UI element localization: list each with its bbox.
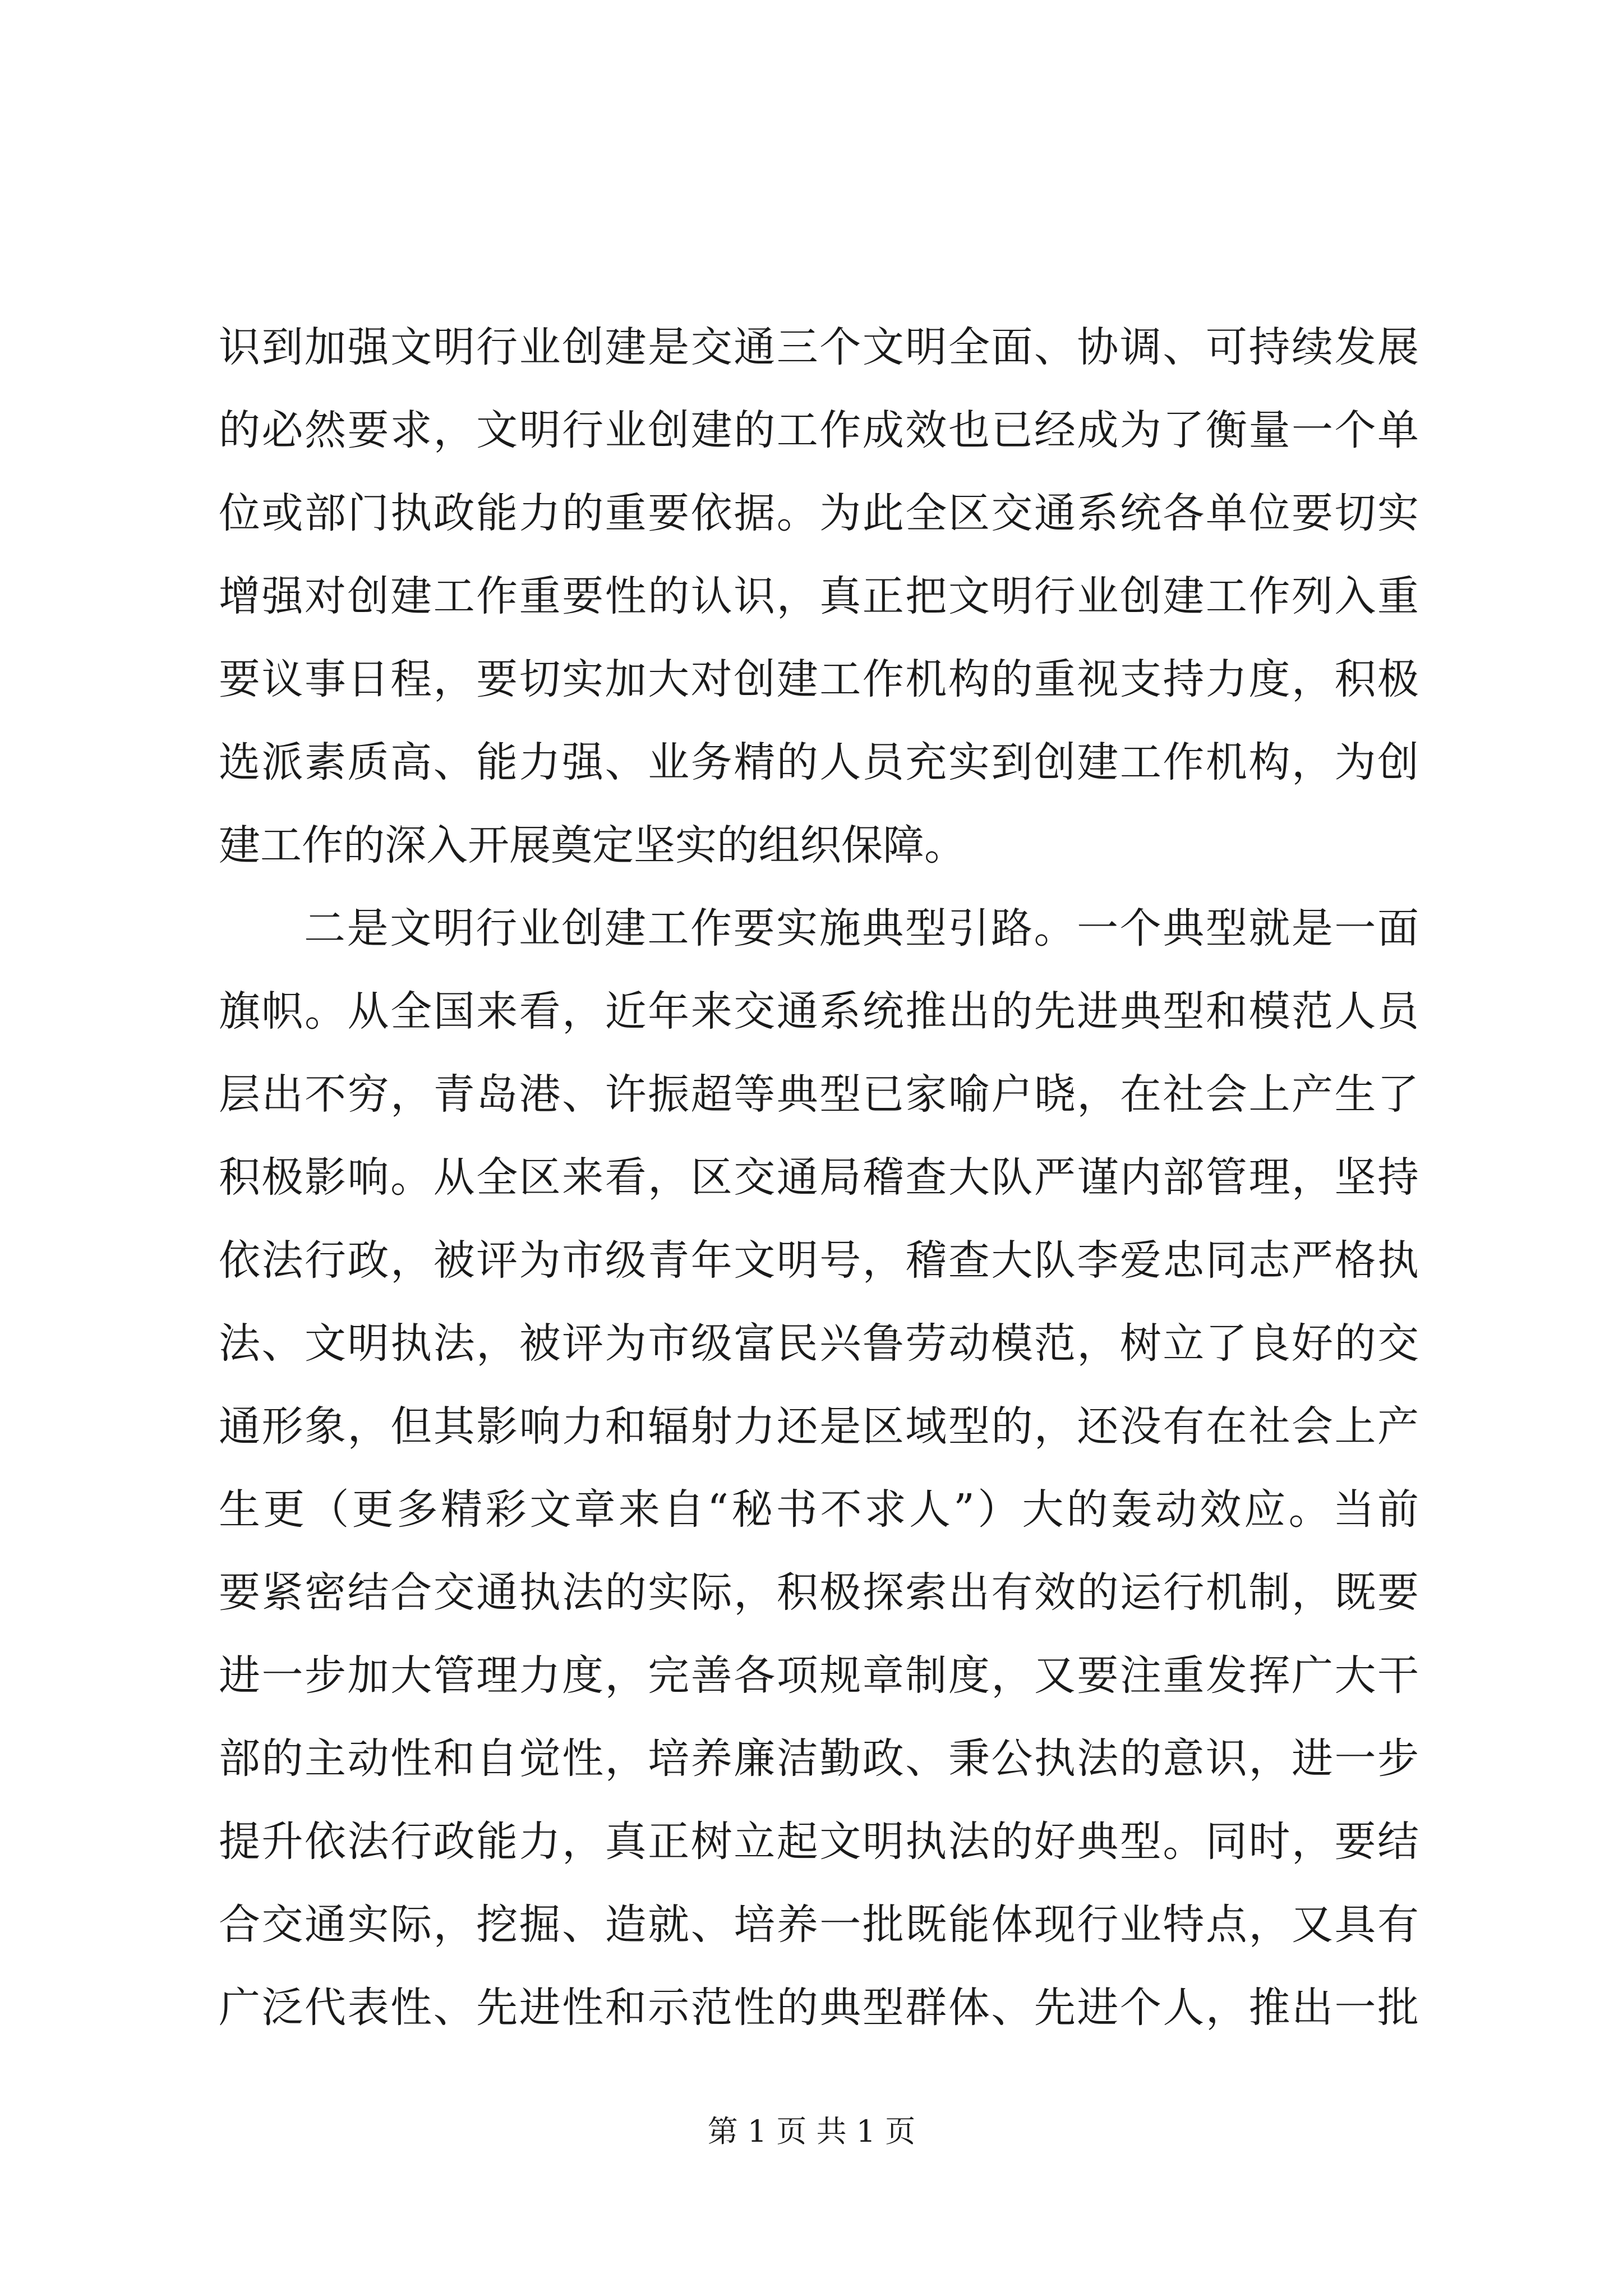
body-text-line: 的必然要求，文明行业创建的工作成效也已经成为了衡量一个单 xyxy=(219,406,1419,454)
body-text-line: 层出不穷，青岛港、许振超等典型已家喻户晓，在社会上产生了 xyxy=(219,1070,1419,1119)
body-text-line: 要议事日程，要切实加大对创建工作机构的重视支持力度，积极 xyxy=(219,655,1419,703)
paragraph-first-line: 二是文明行业创建工作要实施典型引路。一个典型就是一面 xyxy=(304,904,1419,953)
page-number-footer: 第 1 页 共 1 页 xyxy=(707,2114,916,2149)
body-text-line: 依法行政，被评为市级青年文明号，稽查大队李爱忠同志严格执 xyxy=(219,1236,1419,1285)
body-text-line: 提升依法行政能力，真正树立起文明执法的好典型。同时，要结 xyxy=(219,1818,1419,1866)
body-text-line: 法、文明执法，被评为市级富民兴鲁劳动模范，树立了良好的交 xyxy=(219,1319,1419,1368)
body-text-line: 部的主动性和自觉性，培养廉洁勤政、秉公执法的意识，进一步 xyxy=(219,1734,1419,1783)
body-text-line: 通形象，但其影响力和辐射力还是区域型的，还没有在社会上产 xyxy=(219,1402,1419,1451)
body-text-line: 广泛代表性、先进性和示范性的典型群体、先进个人，推出一批 xyxy=(219,1984,1419,2032)
body-text-line: 识到加强文明行业创建是交通三个文明全面、协调、可持续发展 xyxy=(219,323,1419,371)
body-text-line: 要紧密结合交通执法的实际，积极探索出有效的运行机制，既要 xyxy=(219,1568,1419,1617)
body-text-line: 积极影响。从全区来看，区交通局稽查大队严谨内部管理，坚持 xyxy=(219,1153,1419,1202)
body-text-line: 位或部门执政能力的重要依据。为此全区交通系统各单位要切实 xyxy=(219,489,1419,537)
body-text-line: 合交通实际，挖掘、造就、培养一批既能体现行业特点，又具有 xyxy=(219,1901,1419,1949)
body-text-line: 生更（更多精彩文章来自“秘书不求人”）大的轰动效应。当前 xyxy=(219,1485,1419,1534)
body-text-line: 建工作的深入开展奠定坚实的组织保障。 xyxy=(219,821,966,869)
body-text-line: 增强对创建工作重要性的认识，真正把文明行业创建工作列入重 xyxy=(219,572,1419,620)
body-text-line: 旗帜。从全国来看，近年来交通系统推出的先进典型和模范人员 xyxy=(219,987,1419,1036)
body-text-line: 进一步加大管理力度，完善各项规章制度，又要注重发挥广大干 xyxy=(219,1651,1419,1700)
body-text-line: 选派素质高、能力强、业务精的人员充实到创建工作机构，为创 xyxy=(219,738,1419,786)
